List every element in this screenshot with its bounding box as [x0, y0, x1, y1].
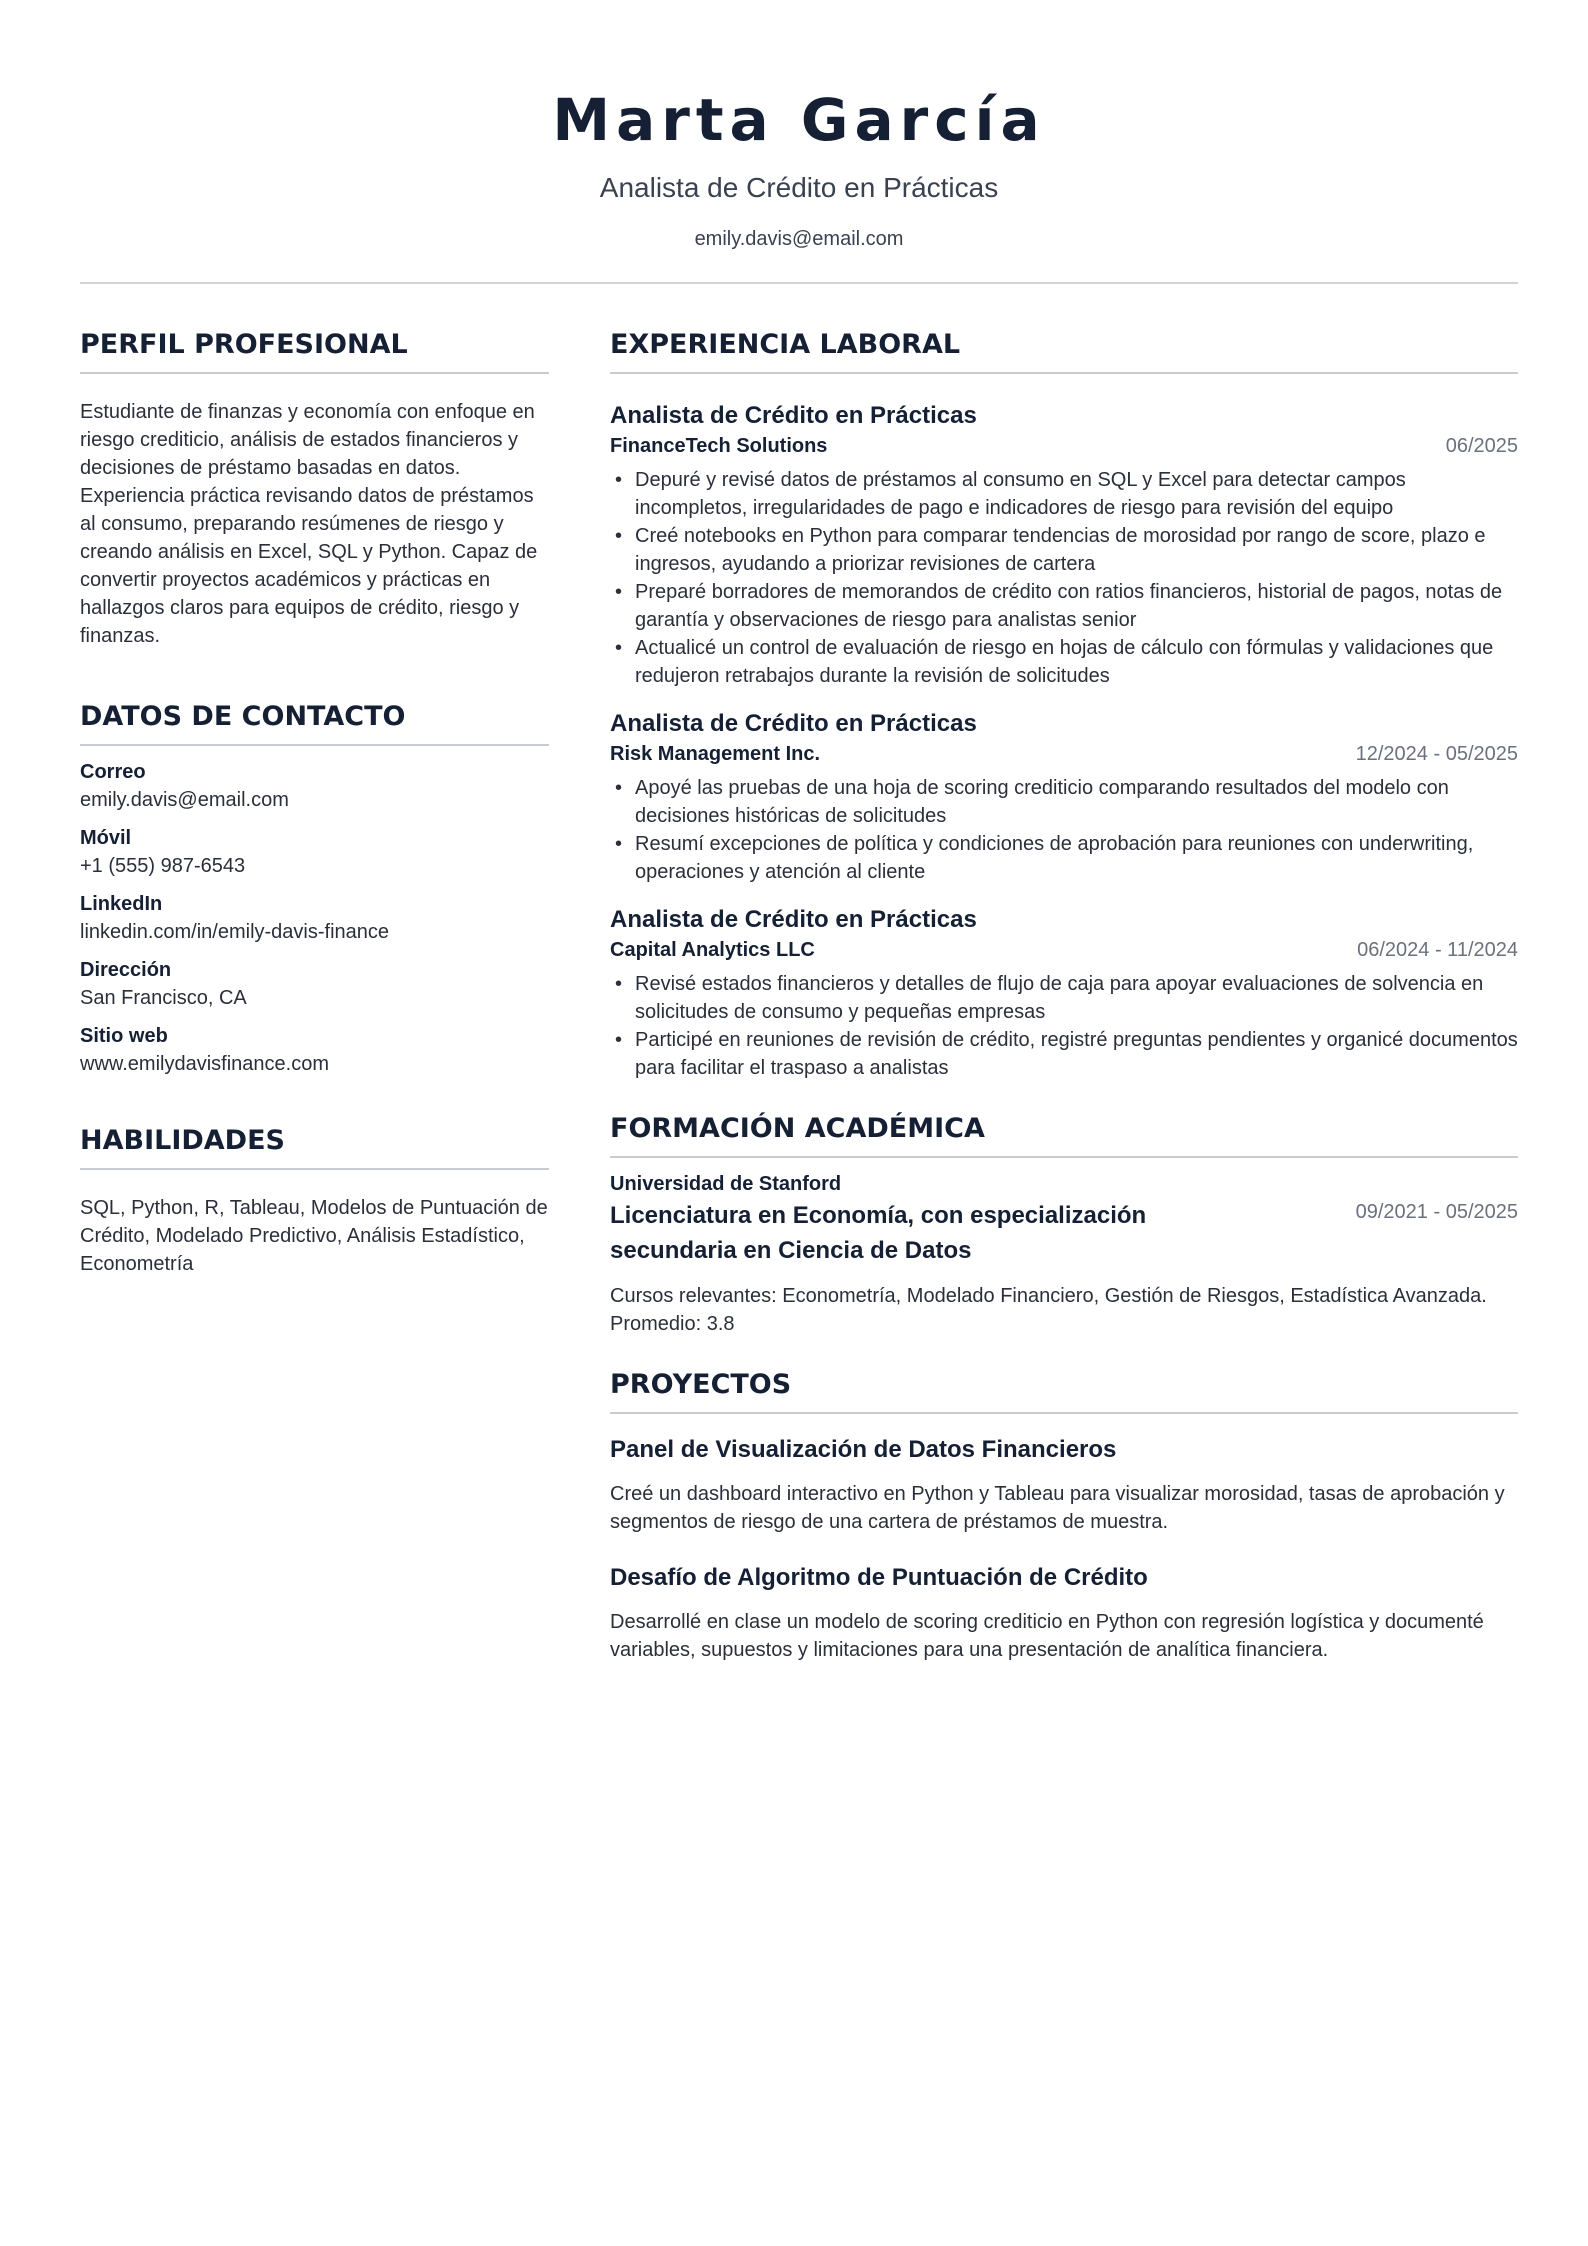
skills-section [80, 1118, 549, 1278]
job-entry [610, 904, 1518, 1082]
education-date: 09/2021 - 05/2025 [1355, 1201, 1518, 1223]
skills-text: SQL, Python, R, Tableau, Modelos de Puntuación de Crédito, Modelado Predictivo, Análisis Estadístico, Econometría [80, 1197, 548, 1275]
contact-address: San Francisco, CA [80, 987, 247, 1009]
right-column [610, 322, 1518, 1664]
skills-heading: HABILIDADES [80, 1118, 549, 1170]
experience-heading: EXPERIENCIA LABORAL [610, 322, 1518, 374]
education-heading: FORMACIÓN ACADÉMICA [610, 1106, 1518, 1158]
contact-label-linkedin: LinkedIn [80, 893, 163, 915]
job-title: Analista de Crédito en Prácticas [610, 906, 977, 933]
header-email: emily.davis@email.com [694, 228, 904, 250]
job-company: Capital Analytics LLC [610, 939, 815, 961]
job-company: FinanceTech Solutions [610, 435, 828, 457]
education-details: Cursos relevantes: Econometría, Modelado Financiero, Gestión de Riesgos, Estadística Avanzada. Promedio: 3.8 [610, 1285, 1487, 1335]
project-entry [610, 1562, 1518, 1664]
project-name: Desafío de Algoritmo de Puntuación de Crédito [610, 1564, 1148, 1591]
contact-label-address: Dirección [80, 959, 172, 981]
candidate-title: Analista de Crédito en Prácticas [599, 172, 999, 203]
projects-section [610, 1362, 1518, 1664]
contact-website: www.emilydavisfinance.com [80, 1053, 329, 1075]
experience-section [610, 322, 1518, 1082]
job-bullet: • Participé en reuniones de revisión de crédito, registré preguntas pendientes y organicé documentos para facilitar el traspaso a analistas [610, 1026, 1518, 1082]
profile-heading: PERFIL PROFESIONAL [80, 322, 549, 374]
contact-label-phone: Móvil [80, 827, 132, 849]
job-bullet: • Creé notebooks en Python para comparar tendencias de morosidad por rango de score, plazo e ingresos, ayudando a priorizar revisiones de cartera [610, 522, 1518, 578]
contact-heading: DATOS DE CONTACTO [80, 694, 549, 746]
job-bullet: • Preparé borradores de memorandos de crédito con ratios financieros, historial de pagos, notas de garantía y observaciones de riesgo para analistas senior [610, 578, 1518, 634]
project-description: Desarrollé en clase un modelo de scoring crediticio en Python con regresión logística y documenté variables, supuestos y limitaciones para una presentación de analítica financiera. [610, 1611, 1484, 1661]
job-date: 12/2024 - 05/2025 [1355, 743, 1518, 765]
job-company: Risk Management Inc. [610, 743, 821, 765]
education-section [610, 1106, 1518, 1338]
job-bullet: • Apoyé las pruebas de una hoja de scoring crediticio comparando resultados del modelo con decisiones históricas de solicitudes [610, 774, 1518, 830]
job-entry [610, 400, 1518, 690]
project-entry [610, 1434, 1518, 1536]
project-name: Panel de Visualización de Datos Financieros [610, 1436, 1117, 1463]
contact-label-email: Correo [80, 761, 146, 783]
resume-header [80, 0, 1518, 252]
job-date: 06/2024 - 11/2024 [1357, 939, 1518, 961]
job-entry [610, 708, 1518, 886]
job-bullet: • Depuré y revisé datos de préstamos al consumo en SQL y Excel para detectar campos incompletos, irregularidades de pago e indicadores de riesgo para revisión del equipo [610, 466, 1518, 522]
candidate-name: Marta García [552, 86, 1046, 154]
education-degree: Licenciatura en Economía, con especialización secundaria en Ciencia de Datos [610, 1202, 1147, 1264]
contact-linkedin: linkedin.com/in/emily-davis-finance [80, 921, 390, 943]
job-title: Analista de Crédito en Prácticas [610, 402, 977, 429]
contact-phone: +1 (555) 987-6543 [80, 855, 246, 877]
contact-label-website: Sitio web [80, 1025, 168, 1047]
education-school: Universidad de Stanford [610, 1173, 842, 1195]
profile-text: Estudiante de finanzas y economía con enfoque en riesgo crediticio, análisis de estados financieros y decisiones de préstamo basadas en datos. Experiencia práctica revisando datos de préstamos al consumo, preparando resúmenes de riesgo y creando análisis en Excel, SQL y Python. Capaz de convertir proyectos académicos y prácticas en hallazgos claros para equipos de crédito, riesgo y finanzas. [80, 401, 538, 647]
job-bullet: • Resumí excepciones de política y condiciones de aprobación para reuniones con underwriting, operaciones y atención al cliente [610, 830, 1518, 886]
job-date: 06/2025 [1445, 435, 1518, 457]
job-title: Analista de Crédito en Prácticas [610, 710, 977, 737]
project-description: Creé un dashboard interactivo en Python y Tableau para visualizar morosidad, tasas de aprobación y segmentos de riesgo de una cartera de préstamos de muestra. [610, 1483, 1505, 1533]
profile-section [80, 322, 549, 650]
job-bullet: • Revisé estados financieros y detalles de flujo de caja para apoyar evaluaciones de solvencia en solicitudes de consumo y pequeñas empresas [610, 970, 1518, 1026]
contact-section [80, 694, 549, 1078]
contact-email: emily.davis@email.com [80, 789, 289, 811]
resume-page [80, 0, 1518, 2246]
job-bullet: • Actualicé un control de evaluación de riesgo en hojas de cálculo con fórmulas y validaciones que redujeron retrabajos durante la revisión de solicitudes [610, 634, 1518, 690]
header-divider [80, 282, 1518, 284]
left-column [80, 322, 549, 1278]
projects-heading: PROYECTOS [610, 1362, 1518, 1414]
